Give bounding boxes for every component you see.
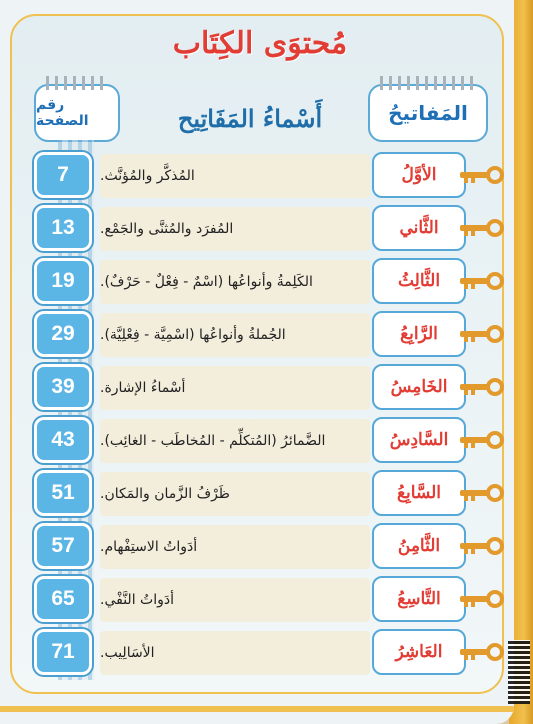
key-icon	[460, 219, 502, 237]
key-ordinal-label: الثَّالِثُ	[372, 258, 466, 304]
key-ordinal-label: التَّاسِعُ	[372, 576, 466, 622]
key-ordinal-label: الرَّابِعُ	[372, 311, 466, 357]
page-number-badge: 51	[34, 470, 92, 516]
key-ordinal-label: العَاشِرُ	[372, 629, 466, 675]
page-number-badge: 43	[34, 417, 92, 463]
topic-label: ظَرْفُ الزَّمان والمَكان.	[100, 472, 370, 516]
topic-label: الضَّمائرُ (المُتكلِّم - المُخاطَب - الغائِب).	[100, 419, 370, 463]
list-item	[0, 205, 514, 253]
bottom-ribbon	[0, 706, 514, 712]
key-ordinal-label: الخَامِسُ	[372, 364, 466, 410]
list-item	[0, 629, 514, 677]
key-icon	[460, 590, 502, 608]
page-title: مُحتوَى الكِتَاب	[172, 26, 348, 61]
page-number-badge: 13	[34, 205, 92, 251]
key-ordinal-label: السَّابِعُ	[372, 470, 466, 516]
topic-label: المُفرَد والمُثنَّى والجَمْع.	[100, 207, 370, 251]
list-item	[0, 364, 514, 412]
keys-header-label: المَفاتيحُ	[388, 101, 468, 125]
list-item	[0, 576, 514, 624]
qr-code-icon	[508, 640, 530, 704]
binder-rings-icon	[380, 76, 476, 90]
key-icon	[460, 643, 502, 661]
topic-label: أدَواتُ النَّفْي.	[100, 578, 370, 622]
keys-header	[368, 84, 488, 142]
list-item	[0, 258, 514, 306]
binder-rings-icon	[46, 76, 108, 90]
topic-label: الأسَالِيب.	[100, 631, 370, 675]
list-item	[0, 523, 514, 571]
topic-label: المُذكَّر والمُؤنَّث.	[100, 154, 370, 198]
topic-label: الجُملةُ وأنواعُها (اسْمِيَّة - فِعْلِيَّة).	[100, 313, 370, 357]
key-names-header: أَسْماءُ المَفَاتِيح	[177, 104, 323, 133]
key-ordinal-label: الثَّاني	[372, 205, 466, 251]
page-number-badge: 65	[34, 576, 92, 622]
page-number-badge: 7	[34, 152, 92, 198]
key-icon	[460, 325, 502, 343]
list-item	[0, 470, 514, 518]
page-number-badge: 29	[34, 311, 92, 357]
list-item	[0, 417, 514, 465]
list-item	[0, 311, 514, 359]
key-ordinal-label: السَّادِسُ	[372, 417, 466, 463]
topic-label: أدَواتُ الاستِفْهام.	[100, 525, 370, 569]
topic-label: الكَلِمةُ وأنواعُها (اسْمٌ - فِعْلٌ - حَرْفٌ).	[100, 260, 370, 304]
page-number-header-label: رقم الصفحة	[36, 97, 89, 129]
page-number-badge: 39	[34, 364, 92, 410]
list-item	[0, 152, 514, 200]
page-number-badge: 57	[34, 523, 92, 569]
key-icon	[460, 484, 502, 502]
key-icon	[460, 378, 502, 396]
topic-label: أسْماءُ الإشارة.	[100, 366, 370, 410]
page-number-header	[34, 84, 120, 142]
page-number-badge: 71	[34, 629, 92, 675]
key-icon	[460, 537, 502, 555]
key-icon	[460, 272, 502, 290]
key-icon	[460, 166, 502, 184]
key-ordinal-label: الأوَّلُ	[372, 152, 466, 198]
key-ordinal-label: الثَّامِنُ	[372, 523, 466, 569]
key-icon	[460, 431, 502, 449]
page-number-badge: 19	[34, 258, 92, 304]
